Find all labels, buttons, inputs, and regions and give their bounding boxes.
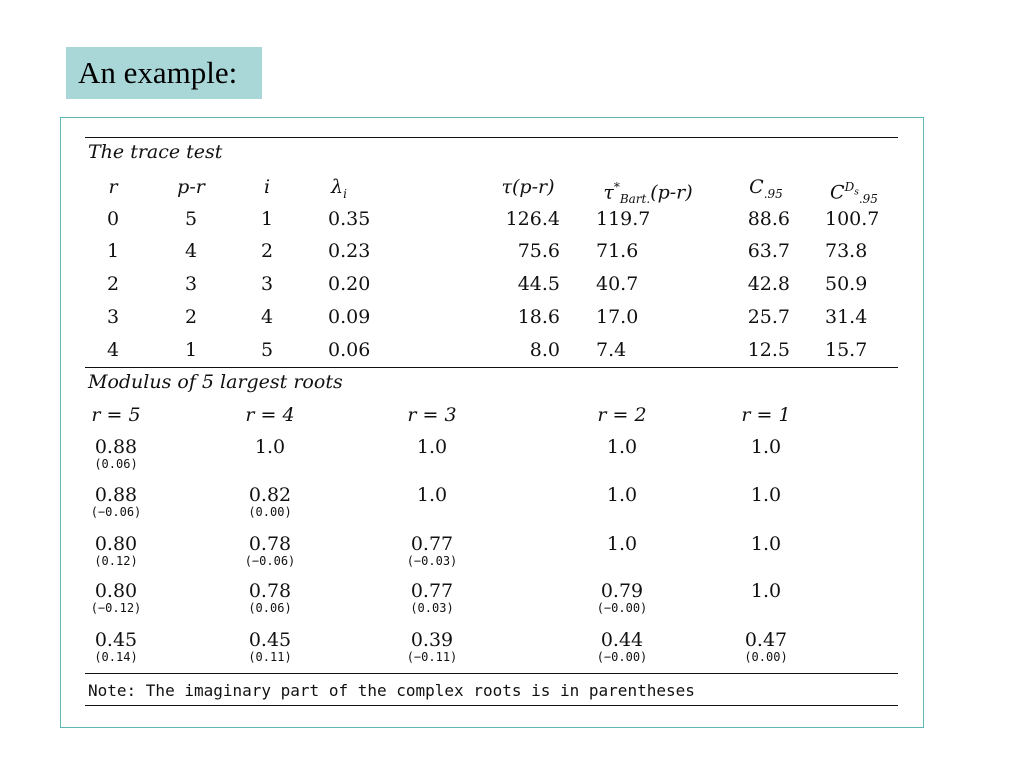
trace-cell-tau: 126.4 bbox=[505, 208, 560, 230]
root-modulus-value: 0.88 bbox=[94, 484, 138, 506]
trace-cell-tau: 75.6 bbox=[517, 240, 560, 262]
root-imaginary-part: (0.00) bbox=[248, 505, 292, 519]
root-modulus-value: 1.0 bbox=[254, 436, 286, 458]
root-imaginary-part: (−0.12) bbox=[90, 601, 142, 615]
trace-cell-tau_bart: 17.0 bbox=[596, 306, 639, 328]
root-modulus-value: 1.0 bbox=[416, 436, 448, 458]
root-imaginary-part: (−0.11) bbox=[406, 650, 458, 664]
root-modulus-value: 1.0 bbox=[606, 436, 638, 458]
modulus-header: r = 3 bbox=[407, 404, 457, 426]
root-imaginary-part: (−0.00) bbox=[596, 601, 648, 615]
trace-cell-i: 4 bbox=[260, 306, 274, 328]
rule-top bbox=[85, 137, 898, 138]
root-modulus-cell bbox=[248, 582, 291, 614]
header-lambda: $\lambda_i$ bbox=[331, 176, 347, 201]
header-i: i bbox=[263, 176, 271, 198]
root-modulus-cell bbox=[410, 582, 453, 614]
root-modulus-cell bbox=[248, 631, 291, 663]
root-modulus-value: 0.78 bbox=[248, 533, 292, 555]
root-modulus-value: 0.79 bbox=[600, 580, 644, 602]
modulus-header: r = 2 bbox=[597, 404, 647, 426]
root-modulus-cell bbox=[94, 535, 137, 567]
root-modulus-value: 0.45 bbox=[248, 629, 292, 651]
trace-cell-cd95: 100.7 bbox=[825, 208, 880, 230]
rule-middle bbox=[85, 367, 898, 368]
trace-cell-r: 2 bbox=[106, 273, 120, 295]
root-modulus-cell bbox=[751, 486, 781, 506]
trace-cell-r: 3 bbox=[106, 306, 120, 328]
modulus-header: r = 5 bbox=[91, 404, 141, 426]
trace-cell-pr: 5 bbox=[184, 208, 198, 230]
root-imaginary-part: (0.12) bbox=[94, 554, 138, 568]
trace-cell-lambda: 0.06 bbox=[328, 339, 371, 361]
trace-cell-lambda: 0.23 bbox=[328, 240, 371, 262]
root-modulus-cell bbox=[407, 631, 458, 663]
header-cd95: $C^{D_s}_{.95}$ bbox=[830, 180, 878, 207]
root-imaginary-part: (−0.06) bbox=[244, 554, 296, 568]
trace-cell-c95: 12.5 bbox=[747, 339, 790, 361]
trace-cell-tau_bart: 40.7 bbox=[596, 273, 639, 295]
trace-cell-lambda: 0.20 bbox=[328, 273, 371, 295]
root-modulus-value: 1.0 bbox=[606, 484, 638, 506]
trace-cell-tau: 18.6 bbox=[517, 306, 560, 328]
root-imaginary-part: (0.11) bbox=[248, 650, 292, 664]
trace-cell-i: 1 bbox=[260, 208, 274, 230]
rule-bottom bbox=[85, 705, 898, 706]
trace-test-title: The trace test bbox=[88, 141, 223, 163]
trace-cell-r: 1 bbox=[106, 240, 120, 262]
root-imaginary-part: (−0.06) bbox=[90, 505, 142, 519]
root-imaginary-part: (0.03) bbox=[410, 601, 454, 615]
trace-cell-pr: 4 bbox=[184, 240, 198, 262]
root-modulus-cell bbox=[248, 486, 291, 518]
root-modulus-value: 0.80 bbox=[94, 533, 138, 555]
root-modulus-value: 0.45 bbox=[94, 629, 138, 651]
modulus-title: Modulus of 5 largest roots bbox=[88, 371, 343, 393]
header-c95: $C_{.95}$ bbox=[749, 176, 783, 201]
modulus-header: r = 1 bbox=[741, 404, 791, 426]
header-r: r bbox=[108, 176, 118, 198]
trace-cell-tau: 8.0 bbox=[529, 339, 560, 361]
root-modulus-cell bbox=[91, 582, 142, 614]
root-modulus-value: 1.0 bbox=[750, 533, 782, 555]
trace-cell-lambda: 0.35 bbox=[328, 208, 371, 230]
root-modulus-cell bbox=[597, 582, 648, 614]
trace-cell-cd95: 73.8 bbox=[825, 240, 868, 262]
table-note: Note: The imaginary part of the complex roots is in parentheses bbox=[88, 681, 695, 700]
root-modulus-value: 0.47 bbox=[744, 629, 788, 651]
root-modulus-value: 0.77 bbox=[410, 533, 454, 555]
root-modulus-cell bbox=[607, 438, 637, 458]
trace-cell-c95: 25.7 bbox=[747, 306, 790, 328]
trace-cell-i: 3 bbox=[260, 273, 274, 295]
root-modulus-cell bbox=[417, 438, 447, 458]
root-modulus-cell bbox=[751, 582, 781, 602]
trace-cell-pr: 3 bbox=[184, 273, 198, 295]
root-modulus-value: 1.0 bbox=[416, 484, 448, 506]
trace-cell-c95: 88.6 bbox=[747, 208, 790, 230]
root-modulus-cell bbox=[245, 535, 296, 567]
root-modulus-value: 1.0 bbox=[606, 533, 638, 555]
rule-note bbox=[85, 673, 898, 674]
trace-cell-tau_bart: 71.6 bbox=[596, 240, 639, 262]
root-modulus-cell bbox=[597, 631, 648, 663]
root-imaginary-part: (0.06) bbox=[94, 457, 138, 471]
trace-cell-r: 4 bbox=[106, 339, 120, 361]
trace-cell-tau_bart: 7.4 bbox=[596, 339, 627, 361]
trace-cell-tau: 44.5 bbox=[517, 273, 560, 295]
root-modulus-cell bbox=[607, 486, 637, 506]
root-imaginary-part: (0.14) bbox=[94, 650, 138, 664]
root-modulus-cell bbox=[417, 486, 447, 506]
header-tau: τ(p-r) bbox=[501, 176, 555, 198]
modulus-header: r = 4 bbox=[245, 404, 295, 426]
root-modulus-cell bbox=[94, 438, 137, 470]
header-tau-bartlett: $\tau^*_{Bart.}(p-r)$ bbox=[603, 180, 693, 207]
root-modulus-cell bbox=[255, 438, 285, 458]
root-imaginary-part: (0.06) bbox=[248, 601, 292, 615]
trace-cell-cd95: 31.4 bbox=[825, 306, 868, 328]
root-modulus-cell bbox=[751, 535, 781, 555]
root-modulus-cell bbox=[407, 535, 458, 567]
slide-title: An example: bbox=[66, 47, 262, 99]
root-modulus-cell bbox=[91, 486, 142, 518]
root-modulus-cell bbox=[744, 631, 787, 663]
header-p-minus-r: p-r bbox=[177, 176, 205, 198]
root-modulus-value: 1.0 bbox=[750, 580, 782, 602]
trace-cell-cd95: 15.7 bbox=[825, 339, 868, 361]
trace-cell-pr: 2 bbox=[184, 306, 198, 328]
root-modulus-cell bbox=[751, 438, 781, 458]
root-modulus-value: 0.39 bbox=[410, 629, 454, 651]
root-modulus-value: 0.88 bbox=[94, 436, 138, 458]
trace-cell-cd95: 50.9 bbox=[825, 273, 868, 295]
trace-cell-r: 0 bbox=[106, 208, 120, 230]
trace-cell-c95: 42.8 bbox=[747, 273, 790, 295]
root-modulus-value: 1.0 bbox=[750, 484, 782, 506]
root-modulus-value: 0.77 bbox=[410, 580, 454, 602]
root-imaginary-part: (0.00) bbox=[744, 650, 788, 664]
root-modulus-value: 0.80 bbox=[94, 580, 138, 602]
root-modulus-cell bbox=[94, 631, 137, 663]
root-modulus-value: 0.44 bbox=[600, 629, 644, 651]
trace-cell-i: 5 bbox=[260, 339, 274, 361]
trace-cell-lambda: 0.09 bbox=[328, 306, 371, 328]
trace-cell-c95: 63.7 bbox=[747, 240, 790, 262]
trace-cell-tau_bart: 119.7 bbox=[596, 208, 651, 230]
root-modulus-value: 0.78 bbox=[248, 580, 292, 602]
root-modulus-value: 0.82 bbox=[248, 484, 292, 506]
trace-cell-pr: 1 bbox=[184, 339, 198, 361]
root-modulus-cell bbox=[607, 535, 637, 555]
root-imaginary-part: (−0.00) bbox=[596, 650, 648, 664]
trace-cell-i: 2 bbox=[260, 240, 274, 262]
root-imaginary-part: (−0.03) bbox=[406, 554, 458, 568]
root-modulus-value: 1.0 bbox=[750, 436, 782, 458]
